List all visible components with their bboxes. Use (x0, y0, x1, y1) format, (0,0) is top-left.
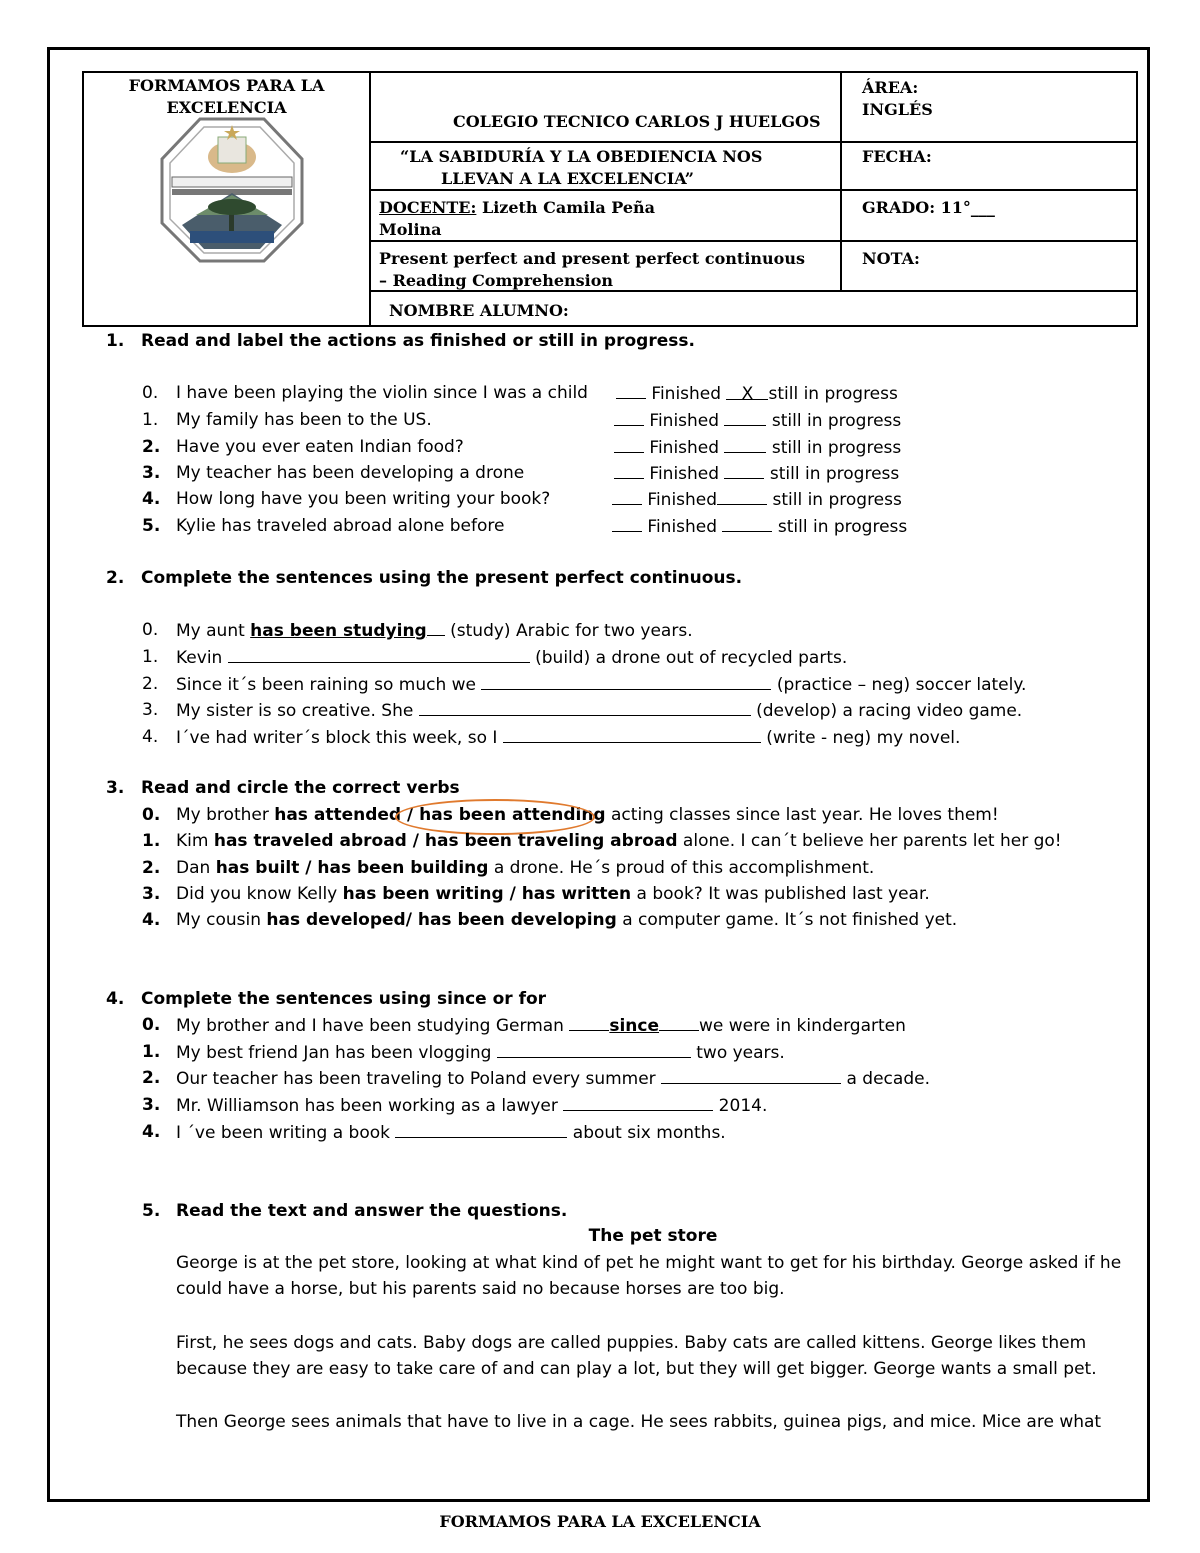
s1-answer-line: Finished still in progress (612, 515, 907, 538)
story-paragraph: First, he sees dogs and cats. Baby dogs are called puppies. Baby cats are called kittens. George likes them because they are easy to take care of and can play a lot, but they will get bigger. George wants a small pet. (176, 1333, 1097, 1379)
s3-options[interactable]: has been writing / has written (342, 884, 632, 904)
s4-item-num: 1. (142, 1042, 161, 1062)
s2-item: I´ve had writer´s block this week, so I (write - neg) my novel. (176, 728, 961, 748)
s4-blank[interactable] (661, 1067, 841, 1084)
s4-blank[interactable] (497, 1041, 691, 1058)
s3-options[interactable]: has traveled abroad / has been traveling abroad (213, 831, 678, 851)
s3-item: Dan has built / has been building a drone. He´s proud of this accomplishment. (176, 858, 875, 878)
section-1-title: Read and label the actions as finished or still in progress. (141, 331, 695, 351)
s1-item-num: 2. (142, 437, 161, 457)
s1-answer-line: Finished still in progress (612, 488, 902, 511)
s4-item-num: 2. (142, 1068, 161, 1088)
s4-item: Our teacher has been traveling to Poland every summer a decade. (176, 1069, 930, 1089)
s1-item-text: My teacher has been developing a drone (176, 463, 525, 483)
s2-item: Kevin (build) a drone out of recycled parts. (176, 648, 848, 668)
s3-item-num: 1. (142, 831, 161, 851)
logo-motto: FORMAMOS PARA LA EXCELENCIA (128, 76, 325, 117)
motto-line-2: LLEVAN A LA EXCELENCIA” (441, 169, 694, 188)
s3-item: Kim has traveled abroad / has been traveling abroad alone. I can´t believe her parents let her go! (176, 831, 1062, 851)
header-table (82, 71, 1138, 327)
section-4-number: 4. (106, 989, 125, 1009)
section-5-number: 5. (142, 1201, 161, 1221)
teacher-label: DOCENTE: (379, 198, 477, 217)
s1-answer-line: Finished still in progress (614, 436, 901, 459)
grade-note-label: NOTA: (862, 249, 920, 268)
s2-item-num: 3. (142, 700, 159, 720)
s1-item-text: I have been playing the violin since I was a child (176, 383, 588, 403)
s2-item-num: 1. (142, 647, 159, 667)
s2-item-num: 4. (142, 727, 159, 747)
s4-blank[interactable] (395, 1121, 567, 1138)
area-label: ÁREA: (862, 78, 919, 97)
s2-item: Since it´s been raining so much we (practice – neg) soccer lately. (176, 675, 1027, 695)
s4-item: My brother and I have been studying German since we were in kindergarten (176, 1016, 906, 1036)
s1-answer-line: Finished still in progress (614, 409, 901, 432)
s1-item-num: 1. (142, 410, 159, 430)
section-1-number: 1. (106, 331, 125, 351)
teacher-name-1: Lizeth Camila Peña (476, 198, 656, 217)
s4-answer: since (609, 1016, 660, 1036)
s3-item-num: 4. (142, 910, 161, 930)
school-logo (160, 115, 304, 265)
s1-item-num: 4. (142, 489, 161, 509)
teacher-line (379, 197, 655, 219)
s2-item: My sister is so creative. She (develop) a racing video game. (176, 701, 1023, 721)
s1-item-num: 3. (142, 463, 161, 483)
footer-motto: FORMAMOS PARA LA EXCELENCIA (439, 1512, 761, 1531)
grade-label: GRADO: 11°___ (862, 198, 995, 217)
s1-item-num: 0. (142, 383, 159, 403)
story-paragraph: Then George sees animals that have to live in a cage. He sees rabbits, guinea pigs, and mice. Mice are what (176, 1412, 1102, 1432)
s3-item-num: 2. (142, 858, 161, 878)
student-name-label: NOMBRE ALUMNO: (389, 301, 569, 320)
s1-item-text: How long have you been writing your book? (176, 489, 551, 509)
topic-line-2: – Reading Comprehension (379, 271, 614, 290)
s4-item: I ´ve been writing a book about six months. (176, 1123, 726, 1143)
s3-options[interactable]: has developed/ has been developing (266, 910, 617, 930)
s2-blank[interactable] (503, 726, 761, 743)
s1-item-text: My family has been to the US. (176, 410, 432, 430)
s3-item-num: 3. (142, 884, 161, 904)
s4-item-num: 0. (142, 1015, 161, 1035)
section-2-number: 2. (106, 568, 125, 588)
s3-item: My cousin has developed/ has been developing a computer game. It´s not finished yet. (176, 910, 958, 930)
story-paragraph: George is at the pet store, looking at what kind of pet he might want to get for his birthday. George asked if he could have a horse, but his parents said no because horses are too big. (176, 1253, 1122, 1299)
s4-item-num: 3. (142, 1095, 161, 1115)
s3-item: Did you know Kelly has been writing / has written a book? It was published last year. (176, 884, 930, 904)
s2-blank[interactable] (481, 673, 771, 690)
s3-item-num: 0. (142, 805, 161, 825)
teacher-name-2: Molina (379, 220, 442, 239)
s2-answer: has been studying (250, 621, 427, 641)
s4-item-num: 4. (142, 1122, 161, 1142)
s1-item-text: Kylie has traveled abroad alone before (176, 516, 505, 536)
s1-item-num: 5. (142, 516, 161, 536)
s4-item: Mr. Williamson has been working as a lawyer 2014. (176, 1096, 768, 1116)
section-4-title: Complete the sentences using since or for (141, 989, 547, 1009)
s1-item-text: Have you ever eaten Indian food? (176, 437, 464, 457)
section-3-title: Read and circle the correct verbs (141, 778, 460, 798)
section-5-title: Read the text and answer the questions. (176, 1201, 568, 1221)
s3-item: My brother has attended / has been attending acting classes since last year. He loves them! (176, 805, 999, 825)
s2-item-num: 2. (142, 674, 159, 694)
s2-item: My aunt has been studying (study) Arabic for two years. (176, 621, 693, 641)
s4-item: My best friend Jan has been vlogging two years. (176, 1043, 785, 1063)
s2-blank[interactable] (419, 699, 751, 716)
date-label: FECHA: (862, 147, 932, 166)
s3-options[interactable]: has built / has been building (215, 858, 489, 878)
topic-line-1: Present perfect and present perfect continuous (379, 249, 805, 268)
s3-options[interactable]: has attended / has been attending (274, 805, 606, 825)
s2-item-num: 0. (142, 620, 159, 640)
area-value: INGLÉS (862, 100, 933, 119)
section-2-title: Complete the sentences using the present perfect continuous. (141, 568, 743, 588)
school-name: COLEGIO TECNICO CARLOS J HUELGOS (453, 112, 821, 131)
s2-blank[interactable] (228, 646, 530, 663)
s1-mark: X (726, 383, 768, 400)
motto-line-1: “LA SABIDURÍA Y LA OBEDIENCIA NOS (400, 147, 763, 166)
s1-answer-line: Finished X still in progress (616, 382, 898, 405)
story-title: The pet store (588, 1226, 718, 1246)
section-3-number: 3. (106, 778, 125, 798)
s1-answer-line: Finished still in progress (614, 462, 899, 485)
s4-blank[interactable] (563, 1094, 713, 1111)
